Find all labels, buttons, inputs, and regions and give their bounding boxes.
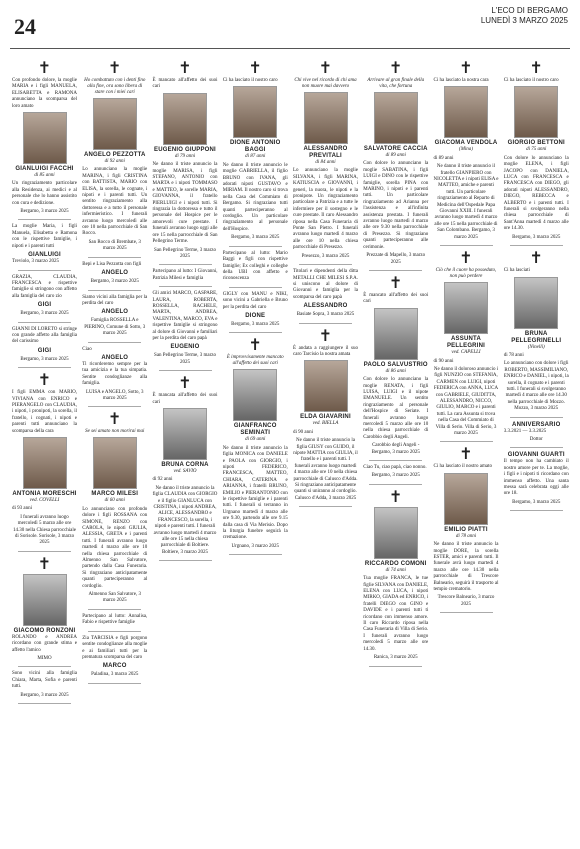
- notice-subtitle: (Ninelli): [527, 344, 545, 350]
- notice-quote: Chi vive nel ricordo di chi ama non muore mai davvero: [294, 78, 357, 89]
- obituary-notice: [223, 60, 288, 247]
- notice-body: Con dolore lo annunciano la moglie SABATINA, i figli LUIGI e DINO con le rispettive famiglie, sorella PINA con MARINO, i nipoti e i parenti tutti. Un particolare ringraziamento ad Arianna per l'assistenza e all'infinita assistenza prestata. I funerali avranno luogo martedì 4 marzo alle ore 9.30 nella parrocchiale di Presezzo. Si ringraziano quanti parteciperanno alle cerimonie.: [363, 161, 429, 250]
- deceased-name: GIGI: [37, 302, 52, 309]
- notice-body: Ne danno il triste annuncio la figlia MONICA con DANIELE e PAOLA con GIORGIO, i nipoti FEDERICO, FRANCESCA, MATTEO, CHIARA, CATERINA e ARIANNA, i fratelli BRUNO, EMILIO e PIERANTONIO con le rispettive famiglie e i parenti tutti. I funerali si terranno in Urgnano martedì 4 marzo alle ore 9.30, partendo alle ore 9.15 dalla casa di Via Merisio. Dopo la liturgia funebre seguirà la cremazione.: [222, 445, 288, 541]
- notice-divider: [88, 406, 141, 407]
- column-content: [504, 58, 569, 515]
- notice-signature: LUISA e ANGELO, Sotto, 3 marzo 2025: [86, 389, 144, 401]
- notice-intro: Ci ha lasciato la nostra cara: [433, 78, 489, 83]
- deceased-name: GIANLUIGI: [28, 252, 61, 259]
- notice-divider: [88, 631, 141, 632]
- obituary-notice: [504, 452, 569, 511]
- notice-quote: Arrivare al gran finale della vita, che fortuna: [367, 78, 425, 89]
- column-content: [12, 58, 77, 708]
- cross-icon: ✝: [459, 444, 473, 464]
- obituary-notice: [434, 60, 499, 246]
- deceased-photo: [23, 112, 67, 164]
- obituary-notice: [12, 553, 77, 668]
- notice-divider: [299, 264, 352, 265]
- notice-signature: Ne danno il doloroso annuncio i figli NUNZIO con STEFANIA, CARMEN con LUIGI, nipoti FEDERICA con ANNA, LUCA con GABRIELE, GIUDITTA, ALESSANDRO, NICCO, GIULIO, MARCO e i parenti tutti. La cara Assunta si trova nella Casa del Commiato di Villa di Serio. Villa di Serio, 3 marzo 2025: [433, 366, 499, 436]
- notice-intro: Partecipano al lutto: Mario Baggi e figli con rispettive famiglie; Ex colleghi e colleghe della UBI con affetto e riconoscenza: [222, 250, 288, 282]
- cross-icon: ✝: [178, 58, 192, 77]
- obituary-notice: [504, 60, 569, 246]
- obituary-notice: [82, 295, 147, 343]
- obituary-notice: [504, 422, 569, 449]
- notice-subtitle: di 78 anni: [455, 533, 477, 539]
- notice-body: Con dolore lo annunciano la moglie RENATA, i figli LUISA, LUIGI e il nipote EMANUELE. Un sentito ringraziamento al personale dell'Hospice di Seriate. I funerali avranno luogo mercoledì 5 marzo alle ore 10 nella chiesa parrocchiale di Carobbio degli Angeli.: [363, 377, 429, 440]
- notice-body: Un ringraziamento particolare alla Residenza, ai medici e al personale che lo hanno assistito con cura e dedizione.: [12, 181, 77, 206]
- notice-signature: San Pellegrino Terme, 3 marzo 2025: [154, 353, 216, 365]
- obituary-notice: [293, 269, 358, 323]
- newspaper-name: L'ECO DI BERGAMO: [491, 6, 568, 15]
- notice-signature: San Pellegrino Terme, 3 marzo 2025: [154, 247, 216, 259]
- notice-signature: Bergamo, 3 marzo 2025: [20, 692, 69, 698]
- notice-signature: Bergamo, 3 marzo 2025: [512, 499, 561, 505]
- notice-divider: [159, 286, 212, 287]
- obituary-notice: [223, 251, 288, 288]
- obituary-notice: [434, 446, 499, 613]
- deceased-name: DIONE ANTONIO BAGGI: [229, 140, 281, 154]
- notice-intro: Ci ha lasciato il nostro caro: [222, 78, 278, 83]
- notice-divider: [369, 666, 422, 667]
- notice-divider: [18, 666, 71, 667]
- notice-intro: GIGLY con MANU e NIKI, sono vicini a Gabriella e Bruno per la perdita del caro: [222, 291, 288, 310]
- deceased-name: ANNIVERSARIO: [512, 421, 561, 428]
- deceased-photo: [233, 369, 277, 421]
- notice-subtitle: di 60 anni: [104, 498, 125, 504]
- notice-intro: Siamo vicini alla famiglia per la perdita del caro: [82, 294, 148, 306]
- obituary-notice: [363, 60, 428, 271]
- notice-body: di 92 anni: [152, 477, 173, 483]
- notice-divider: [510, 447, 563, 448]
- notice-signature: I funerali avranno luogo mercoledì 5 marzo alle ore 14.30 nella Chiesa parrocchiale di Sorisole. Sorisole, 3 marzo 2025: [12, 514, 77, 546]
- notice-subtitle: di 87 anni: [245, 154, 266, 160]
- notice-signature: Carobbio degli Angeli - Bergamo, 3 marzo 2025: [371, 443, 420, 455]
- obituary-notice: [12, 327, 77, 369]
- cross-icon: ✝: [459, 248, 473, 268]
- notice-body: di 90 anni: [433, 358, 454, 364]
- notice-divider: [299, 506, 352, 507]
- notice-signature: Bergamo, 3 marzo 2025: [371, 473, 420, 479]
- issue-date: LUNEDÌ 3 MARZO 2025: [480, 16, 568, 25]
- notice-intro: È mancato all'affetto dei suoi cari: [152, 78, 218, 90]
- obituary-notice: [12, 372, 77, 552]
- notice-signature: Presezzo, 3 marzo 2025: [301, 253, 350, 259]
- notice-intro: Ci ha lasciato il nostro caro: [503, 78, 559, 83]
- notice-subtitle: di 75 anni: [526, 147, 547, 153]
- notice-subtitle: di 92 anni: [104, 159, 125, 164]
- obituary-notice: [82, 347, 147, 408]
- notice-intro: Sono vicini alla famiglia Chiara, Marta, Sofia e parenti tutti.: [12, 671, 77, 690]
- notice-divider: [18, 703, 71, 704]
- deceased-name: ANGELO: [101, 309, 129, 316]
- notice-intro: Titolari e dipendenti della ditta METALLI CHE MILESI S.P.A. si uniscono al dolore di Giovanni e famiglia per la scomparsa del caro papà: [293, 269, 358, 300]
- obituary-notice: [82, 636, 147, 684]
- notice-divider: [440, 612, 493, 613]
- column-4: [221, 58, 291, 844]
- deceased-photo: [163, 408, 207, 460]
- notice-divider: [369, 460, 422, 461]
- notice-subtitle: ved. SAVIO: [173, 469, 197, 474]
- notice-body: di 90 anni: [293, 429, 313, 435]
- notice-quote: Ciò che il cuore ha posseduto, non può perdere: [435, 268, 497, 280]
- notice-intro: Ci ha lasciati: [503, 268, 530, 274]
- column-content: [293, 58, 358, 511]
- column-content: [363, 58, 428, 671]
- page-number: 24: [14, 14, 36, 39]
- obituary-notice: [504, 250, 569, 417]
- notice-quote: Ho combattuto con i denti fino alla fine, ora sono libera di stare con i miei cari: [84, 78, 146, 95]
- cross-icon: ✝: [178, 373, 192, 393]
- notice-divider: [369, 270, 422, 271]
- column-content: [223, 58, 288, 559]
- notice-intro: GIANNI DI LORETO si stringe con grande affetto alla famiglia del carissimo: [12, 326, 77, 345]
- notice-signature: Almenno San Salvatore, 3 marzo 2025: [88, 592, 141, 604]
- notice-subtitle: di 89 anni: [385, 153, 406, 158]
- notice-divider: [440, 245, 493, 246]
- notice-signature: Bergamo, 3 marzo 2025: [512, 234, 561, 240]
- obituary-notice: [82, 614, 147, 632]
- column-8: [502, 58, 572, 844]
- notice-signature: Ne danno il triste annuncio la figlia GIUSY con GUIDO, il nipote MATTIA con GIULIA, il fratello e i parenti tutti. I funerali avranno luogo martedì 4 marzo alle ore 10 nella chiesa parrocchiale di Calusco d'Adda. Si ringraziano anticipatamente quanti si uniranno al cordoglio. Calusco d'Adda, 3 marzo 2025: [293, 438, 358, 501]
- obituary-notice: [12, 224, 77, 270]
- notice-body: Lo annunciano con profondo dolore i figli ROSSANA con SIMONE, RENZO con CAROLA, le nipoti GIULIA, ALESSIA, GRETA e i parenti tutti. I funerali avranno luogo martedì 4 marzo alle ore 10 nella chiesa parrocchiale di Almenno San Salvatore, partendo dalla Casa Funeraria. Si ringraziano anticipatamente quanti parteciperanno al cordoglio.: [82, 506, 148, 589]
- deceased-photo: [444, 86, 488, 138]
- notice-divider: [159, 264, 212, 265]
- notice-divider: [159, 370, 212, 371]
- deceased-name: RICCARDO COMONI: [364, 560, 427, 567]
- cross-icon: ✝: [37, 58, 52, 77]
- obituary-notice: [153, 60, 218, 265]
- notice-divider: [369, 484, 422, 485]
- notice-subtitle: ved. CAPELLI: [451, 350, 481, 356]
- notice-subtitle: di 84 anni: [315, 160, 336, 165]
- notice-body: Ne danno il triste annuncio la moglie MARISA, i figli STEFANO, ANTONIO con MARTA e i nipoti TOMMASO e MATTEO, le sorelle MARIA, GIOVANNA, il fratello PIERLUIGI e i nipoti tutti. Si ringrazia la dottoressa e tutto il personale del Hospice per le amorevoli cure prestate. I funerali avranno luogo oggi alle ore 15 nella parrocchiale di San Pellegrino Terme.: [152, 162, 218, 245]
- deceased-name: GIANFRANCO SEMINATI: [233, 423, 277, 437]
- deceased-photo: [23, 574, 67, 626]
- obituary-notice: [12, 275, 77, 323]
- deceased-name: SALVATORE CACCIA: [363, 146, 428, 152]
- deceased-name: ANGELO PEZZOTTA: [83, 152, 146, 158]
- deceased-photo: [304, 92, 348, 144]
- deceased-photo: [444, 473, 488, 525]
- deceased-name: GIACOMO RONZONI: [13, 627, 76, 634]
- notice-signature: Ne danno il triste annuncio il fratello GIANPIERO con NICOLETTA e i nipoti ELISA e MATTEO, amiche e parenti tutti. Un particolare ringraziamento al Reparto di Medicina dell'Ospedale Papa Giovanni XXIII. I funerali avranno luogo martedì 4 marzo alle ore 15 nella parrocchiale di San Colombano. Bergamo, 3 marzo 2025: [433, 164, 499, 240]
- notice-intro: Zia TARCISIA e figli porgono sentite condoglianze alla moglie e ai familiari tutti per la prematura scomparsa del caro: [82, 635, 148, 660]
- notice-intro: Bepi e Lisa Pezzotta con figli: [82, 261, 142, 267]
- notice-signature: Bergamo, 3 marzo 2025: [20, 209, 69, 215]
- notice-signature: Dottor: [529, 436, 543, 442]
- notice-signature: Famiglia ROSSELLA e PIERINO, Comune di Sotto, 3 marzo 2025: [84, 318, 146, 337]
- obituary-notice: [363, 486, 429, 667]
- deceased-photo: [374, 308, 418, 360]
- notice-divider: [18, 367, 71, 368]
- cross-icon: ✝: [459, 58, 473, 77]
- deceased-name: PAOLO SALVUSTRIO: [363, 361, 428, 368]
- notice-intro: Con profondo dolore, la moglie MARIA e i figli MANUELA, ELISABETTA e RAMONA annunciano la scomparsa del loro amato: [12, 78, 77, 109]
- notice-signature: Paladina, 3 marzo 2025: [91, 672, 139, 678]
- cross-icon: ✝: [529, 58, 543, 77]
- notice-divider: [18, 551, 71, 552]
- obituary-notice: [434, 250, 499, 442]
- column-3: [151, 58, 221, 844]
- notice-divider: [229, 287, 282, 288]
- notice-intro: È mancata all'affetto dei suoi cari: [152, 393, 218, 405]
- deceased-name: GIACOMA VENDOLA: [434, 140, 498, 147]
- notice-body: Ti ricorderemo sempre per la tua amicizia e la tua simpatia. Sentite condoglianze alla famiglia.: [82, 361, 148, 387]
- notice-subtitle: di 69 anni: [245, 437, 266, 443]
- notice-body: Ne danno il triste annuncio le moglie GABRIELLA, il figlio BRUNO con IVANA, gli adorati nipoti GUSTAVO e MIRIAM. Il nostro caro si trova nella Casa del Commiato di Bergamo. Si ringraziano tutti quanti parteciperanno al cordoglio. Un particolare ringraziamento al personale dell'Hospice.: [222, 162, 288, 232]
- deceased-photo: [163, 93, 207, 145]
- notice-body: di 78 anni: [503, 352, 524, 358]
- deceased-name: GIGI: [37, 347, 52, 354]
- cross-icon: ✝: [389, 58, 403, 77]
- notice-subtitle: ved. COVELLI: [29, 498, 60, 503]
- notice-divider: [88, 257, 141, 258]
- obituary-notice: [153, 269, 218, 287]
- notice-body: di 89 anni: [433, 155, 454, 161]
- header-rule: [10, 48, 570, 49]
- page-header: [0, 0, 580, 62]
- deceased-name: MARCO MILESI: [91, 491, 139, 498]
- deceased-name: EUGENIO GIUPPONI: [154, 146, 216, 153]
- notice-intro: I figli EMMA con MARIO, VIVIANA con ENRICO e PIERANGELO con CLAUDIA, i nipoti, i pronipoti, la sorella, il fratello, i cognati, i nipoti e parenti tutti annunciano la scomparsa della cara: [12, 390, 77, 434]
- deceased-name: EMILIO PIATTI: [444, 526, 488, 533]
- notice-signature: Urgnano, 3 marzo 2025: [231, 543, 279, 549]
- notice-divider: [510, 510, 563, 511]
- deceased-photo: [93, 98, 137, 150]
- notice-divider: [88, 290, 141, 291]
- obituary-notice: [223, 337, 288, 555]
- notice-divider: [88, 342, 141, 343]
- notice-signature: MIMO: [37, 656, 52, 662]
- cross-icon: ✝: [389, 486, 403, 506]
- notice-body: Tua moglie FRANCA, le tue figlie SILVANA con DANIELE, ELENA con LUCA, i nipoti MIRKO, GIADA ed ENRICO, i fratelli DIEGO con GINO e DAVIDE e i parenti tutti ti ricordano con immenso amore. Il caro Riccardo riposa nella Casa Funeraria di Villa di Serio. I funerali avranno luogo mercoledì 5 marzo alle ore 14.30.: [363, 576, 429, 652]
- notice-body: Il tempo non ha cambiato il nostro amore per te. La moglie, i figli e i nipoti ti ricordano con immenso affetto. Una santa messa sarà celebrata oggi alle ore 18.: [503, 459, 569, 497]
- notice-signature: Trescore Balneario, 3 marzo 2025: [437, 595, 495, 607]
- notice-intro: È andata a raggiungere il suo caro Tarcisio la nostra amata: [293, 345, 358, 357]
- notice-signature: Lo annunciano con dolore i figli ROBERTO, MASSIMILIANO, ENRICO e DANIEL, i nipoti, la sorella, il cognato e i parenti tutti. I funerali si svolgeranno martedì 4 marzo alle ore 14.30 nella parrocchiale di Mozzo. Mozzo, 3 marzo 2025: [503, 361, 569, 412]
- notice-intro: È mancato all'affetto dei suoi cari: [363, 292, 429, 305]
- notice-subtitle: di 85 anni: [34, 173, 55, 179]
- obituary-notice: [82, 262, 147, 291]
- deceased-name: ASSUNTA PELLEGRINI: [446, 336, 485, 350]
- cross-icon: ✝: [529, 248, 543, 268]
- notice-intro: Gli amici MARCO, GASPARE, LAURA, ROBERTA, ROSSELLA, RACHELE, MARTA, ANDREA, VALENTINA, MARCO, EVA e rispettive famiglie si stringono al dolore di Giovanni e familiari per la perdita del caro papà: [152, 291, 218, 341]
- notice-divider: [18, 270, 71, 271]
- obituary-notice: [82, 411, 147, 610]
- notice-subtitle: di 86 anni: [385, 368, 406, 374]
- notice-quote: Se sei amato non morirai mai: [85, 429, 145, 435]
- deceased-name: BRUNA PELLEGRINELLI: [511, 330, 562, 344]
- notice-divider: [229, 554, 282, 555]
- notice-body: di 93 anni: [12, 506, 32, 512]
- deceased-name: GIANLUIGI FACCHI: [15, 166, 74, 173]
- obituary-notice: [223, 292, 288, 334]
- notice-signature: San Rocco di Brembate, 3 marzo 2025: [88, 239, 141, 252]
- notice-subtitle: di 74 anni: [385, 567, 406, 573]
- deceased-photo: [23, 437, 67, 489]
- deceased-photo: [444, 282, 488, 334]
- notice-body: Ne danno il triste annuncio la moglie DORE, la sorella ESTER, amici e parenti tutti. Il funerale avrà luogo martedì 4 marzo alle ore 14.30 nella parrocchiale di Trescore Balneario, seguirà il trasporto al tempio crematorio.: [433, 542, 499, 593]
- deceased-name: GIOVANNI GUARTI: [507, 452, 565, 459]
- obituary-notice: [363, 465, 428, 485]
- column-7: [432, 58, 502, 844]
- notice-signature: Ne danno il triste annuncio la figlia CLAUDIA con GIORGIO e il figlio GIANLUCA con CRISTINA, i nipoti ANDREA, ALICE, ALESSANDRO e FRANCESCO, la sorella, i nipoti e parenti tutti. I funerali avranno luogo martedì 4 marzo alle ore 15 nella chiesa parrocchiale di Boltiere. Boltiere, 3 marzo 2025: [152, 485, 218, 555]
- masthead: [481, 6, 568, 26]
- deceased-name: ANGELO: [101, 354, 129, 361]
- notice-divider: [229, 246, 282, 247]
- cross-icon: ✝: [108, 409, 122, 429]
- notice-body: Con dolore lo annunciano la moglie ELENA, i figli JACOPO con DANIELA, LUCA con FRANCESCA e FRANCESCA con DIEGO, gli adorati nipoti ALESSANDRO, DIEGO, REBECCA e ALBERTO e i parenti tutti. I funerali si svolgeranno nella chiesa parrocchiale di Sant'Anna martedì 4 marzo alle ore 14.30.: [503, 155, 569, 232]
- column-content: [434, 58, 499, 617]
- cross-icon: ✝: [389, 272, 403, 292]
- notice-intro: Partecipano al lutto: I Giovanni, Patrizia Milesi e famiglia: [152, 269, 218, 281]
- notice-subtitle: ved. BIELLA: [312, 421, 339, 427]
- notice-divider: [299, 323, 352, 324]
- notice-signature: Prezzate di Mapello, 3 marzo 2025: [366, 253, 426, 265]
- notice-divider: [18, 219, 71, 220]
- notice-signature: Bergamo, 3 marzo 2025: [90, 279, 139, 285]
- notice-signature: Basiate Sopra, 3 marzo 2025: [296, 312, 355, 318]
- column-2: [80, 58, 150, 844]
- notice-quote: È improvvisamente mancato all'affetto dei suoi cari: [226, 355, 284, 367]
- deceased-name: EUGENIO: [170, 344, 200, 351]
- deceased-name: GIORGIO BETTONI: [507, 140, 565, 147]
- deceased-name: ANGELO: [101, 270, 129, 277]
- notice-intro: Ciao: [82, 346, 92, 352]
- obituary-notice: [12, 671, 77, 704]
- deceased-photo: [233, 86, 277, 138]
- deceased-photo: [93, 437, 137, 489]
- deceased-name: ANTONIA MORESCHI: [12, 491, 77, 497]
- obituary-notice: [293, 325, 358, 508]
- notice-intro: GRAZIA, CLAUDIA, FRANCESCA e rispettive famiglie si stringono con affetto alla famiglia del caro zio: [12, 274, 77, 299]
- deceased-photo: [514, 86, 558, 138]
- deceased-name: BRUNA CORNA: [161, 462, 209, 468]
- obituary-notice: [293, 60, 358, 265]
- deceased-photo: [374, 92, 418, 144]
- notice-subtitle: di 79 anni: [174, 153, 196, 159]
- notice-divider: [440, 441, 493, 442]
- cross-icon: ✝: [248, 58, 262, 77]
- deceased-photo: [374, 507, 418, 559]
- notice-body: Lo annunciano la moglie MARINA, i figli CRISTINA con BATTISTA, MARIO con ELISA, la sorella, le cognate, i nipoti e i parenti tutti. Un sentito ringraziamento alla dottoressa e a tutto il personale infermieristico. I funerali avranno luogo mercoledì alle ore 10 nella parrocchiale di San Rocco.: [82, 167, 148, 237]
- notice-signature: Bergamo, 3 marzo 2025: [20, 311, 69, 317]
- deceased-photo: [304, 360, 348, 412]
- notice-intro: Ciao Tu, ciao papà, ciao nonno.: [363, 465, 427, 470]
- notice-divider: [88, 683, 141, 684]
- obituary-columns: [10, 58, 572, 844]
- cross-icon: ✝: [37, 370, 52, 390]
- notice-intro: Ci ha lasciato il nostro amato: [433, 464, 492, 470]
- notice-signature: Bergamo, 3 marzo 2025: [231, 321, 280, 327]
- column-6: [361, 58, 431, 844]
- notice-intro: La moglie Maria, i figli Manuela, Elisabetta e Ramona con le rispettive famiglie, i nipoti e i parenti tutti: [12, 224, 77, 249]
- column-content: [82, 58, 147, 688]
- notice-body: Treviolo, 3 marzo 2025: [12, 259, 60, 265]
- deceased-name: DIONE: [245, 312, 266, 319]
- obituary-notice: [82, 60, 147, 258]
- notice-subtitle: (Mina): [459, 147, 473, 153]
- notice-body: 3.3.2021 — 3.3.2025: [503, 428, 547, 434]
- notice-divider: [229, 332, 282, 333]
- notice-divider: [18, 322, 71, 323]
- notice-divider: [159, 560, 212, 561]
- cross-icon: ✝: [37, 553, 52, 573]
- cross-icon: ✝: [108, 58, 122, 77]
- deceased-name: ALESSANDRO: [303, 303, 348, 310]
- notice-signature: Bergamo, 3 marzo 2025: [20, 356, 69, 362]
- obituary-notice: [12, 60, 77, 220]
- deceased-photo: [514, 277, 558, 329]
- column-5: [291, 58, 361, 844]
- notice-divider: [510, 245, 563, 246]
- cross-icon: ✝: [318, 325, 333, 345]
- cross-icon: ✝: [248, 335, 262, 355]
- deceased-name: MARCO: [102, 663, 127, 670]
- notice-body: ROLANDO e ANDREA ricordano con grande stima e affetto l'amico: [12, 634, 77, 653]
- notice-divider: [510, 417, 563, 418]
- notice-signature: Bergamo, 3 marzo 2025: [231, 235, 280, 241]
- cross-icon: ✝: [318, 58, 333, 77]
- deceased-name: ALESSANDRO PREVITALI: [303, 146, 348, 159]
- notice-intro: Partecipano al lutto: Annalisa, Fabio e rispettive famiglie: [82, 613, 148, 626]
- notice-signature: Ranica, 3 marzo 2025: [373, 655, 418, 661]
- column-content: [153, 58, 218, 565]
- obituary-notice: [153, 291, 218, 371]
- notice-body: Lo annunciano la moglie SILVANA, i figli MARINA, KATIUSCIA e GIOVANNI, i generi, la nuora, le nipoti e la pronipote. Un ringraziamento particolare a Patrizia e a tutte le infermiere per il sostegno e le cure prestate. Il caro Alessandro riposa nella Casa Funeraria di Ponte San Pietro. I funerali avranno luogo martedì 4 marzo alle ore 10 nella chiesa parrocchiale di Presezzo.: [293, 168, 358, 251]
- column-1: [10, 58, 80, 844]
- obituary-notice: [363, 272, 429, 461]
- obituary-notice: [153, 375, 218, 561]
- deceased-name: ELDA GIAVARINI: [300, 414, 351, 421]
- notice-divider: [88, 609, 141, 610]
